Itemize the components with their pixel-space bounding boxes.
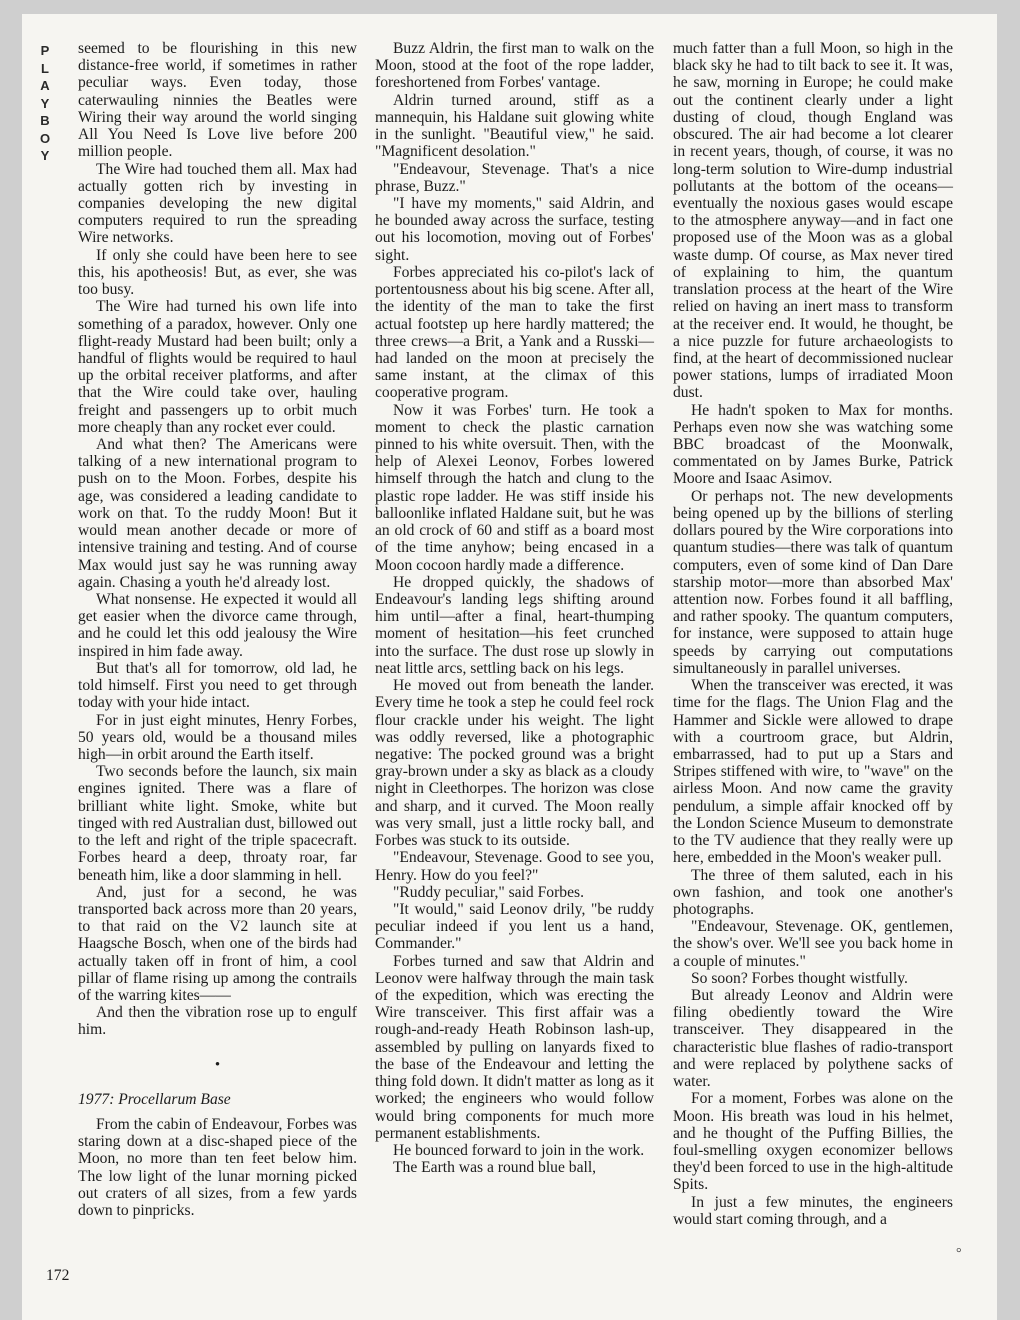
paragraph: Or perhaps not. The new developments being opened up by the billions of sterling dollars poured by the Wire corporations into quantum studies—there was talk of quantum computers, even of some kind of Dan Dare starship motor—more than absorbed Max' attention now. Forbes found it all baffling, and rather spooky. The quantum computers, for instance, were supposed to attain huge speeds by carrying out computations simultaneously in parallel universes. bbox=[673, 487, 953, 677]
paragraph: Two seconds before the launch, six main engines ignited. There was a flare of brilliant white light. Smoke, white but tinged with red Australian dust, billowed out to the left and right of the triple spacecraft. Forbes heard a deep, throaty roar, far beneath him, like a door slamming in hell. bbox=[78, 763, 357, 884]
paragraph: Forbes appreciated his co-pilot's lack of portentousness about his big scene. After all, the identity of the man to take the first actual footstep up here hardly mattered; the three crews—a Brit, a Yank and a Russki—had landed on the moon at precisely the same instant, at the climax of this cooperative program. bbox=[375, 263, 654, 402]
paragraph: "It would," said Leonov drily, "be ruddy peculiar indeed if you lent us a hand, Commander." bbox=[375, 900, 654, 953]
paragraph: He hadn't spoken to Max for months. Perhaps even now she was watching some BBC broadcast of the Moonwalk, commentated on by James Burke, Patrick Moore and Isaac Asimov. bbox=[673, 401, 953, 488]
paragraph: In just a few minutes, the engineers would start coming through, and a bbox=[673, 1193, 953, 1228]
paragraph: If only she could have been here to see this, his apotheosis! But, as ever, she was too busy. bbox=[78, 246, 357, 299]
paragraph: The three of them saluted, each in his own fashion, and took one another's photographs. bbox=[673, 866, 953, 918]
paragraph: "I have my moments," said Aldrin, and he bounded away across the surface, testing out his locomotion, moving out of Forbes' sight. bbox=[375, 194, 654, 264]
masthead-letter: P bbox=[40, 43, 50, 58]
paragraph: And, just for a second, he was transported back across more than 20 years, to that raid on the V2 launch site at Haagsche Bosch, when one of the birds had actually taken off in front of him, a cool pillar of flame rising up among the contrails of the warring kites—— bbox=[78, 883, 357, 1005]
paragraph: much fatter than a full Moon, so high in the black sky he had to tilt back to see it. It was, he saw, morning in Europe; he could make out the continent clearly under a light dusting of cloud, though England was obscured. The air had become a lot clearer in recent years, though, of course, it was no long-term solution to Wire-dump industrial pollutants at the bottom of the oceans—eventually the noxious gases would escape to the atmosphere anyway—and in fact one proposed use of the Moon was as a global waste dump. Of course, as Max never tired of explaining to him, the quantum translation process at the heart of the Wire relied on having an inert mass to transform at the receiver end. It would, he thought, be a nice puzzle for future archaeologists to find, at the heart of decommissioned nuclear power stations, lumps of irradiated Moon dust. bbox=[673, 40, 953, 402]
masthead-letter: A bbox=[40, 78, 50, 93]
paragraph: "Endeavour, Stevenage. Good to see you, Henry. How do you feel?" bbox=[375, 849, 654, 884]
paragraph: And then the vibration rose up to engulf him. bbox=[78, 1004, 357, 1039]
magazine-page bbox=[22, 14, 997, 1320]
paragraph: Forbes turned and saw that Aldrin and Leonov were halfway through the main task of the expedition, which was erecting the Wire transceiver. This first affair was a rough-and-ready Heath Robinson lash-up, assembled by pulling on lanyards fixed to the base of the Endeavour and letting the thing fold down. It didn't matter as long as it worked; the engineers who would follow would bring components for much more permanent establishments. bbox=[375, 952, 654, 1142]
paragraph: When the transceiver was erected, it was time for the flags. The Union Flag and the Hammer and Sickle were allowed to drape with a courtroom grace, but Aldrin, embarrassed, had to put up a Stars and Stripes stiffened with wire, to "wave" on the airless Moon. And now came the gravity pendulum, a simple affair knocked off by the London Science Museum to demonstrate to the TV audience that they really were up here, embedded in the Moon's weaker pull. bbox=[673, 677, 953, 867]
masthead-letter: Y bbox=[40, 148, 50, 163]
masthead-letter: Y bbox=[40, 95, 50, 111]
paragraph: "Endeavour, Stevenage. OK, gentlemen, the show's over. We'll see you back home in a couple of minutes." bbox=[673, 918, 953, 970]
paragraph: Buzz Aldrin, the first man to walk on the Moon, stood at the foot of the rope ladder, foreshortened from Forbes' vantage. bbox=[375, 40, 654, 92]
paragraph: But already Leonov and Aldrin were filing obediently toward the Wire transceiver. They disappeared in the characteristic blue flashes of radio-transport and were replaced by polythene sacks of water. bbox=[673, 987, 953, 1091]
paragraph: But that's all for tomorrow, old lad, he told himself. First you need to get through today with your hide intact. bbox=[78, 659, 357, 712]
section-break-bullet: • bbox=[214, 1056, 221, 1073]
text-column-3 bbox=[673, 40, 953, 1228]
paragraph: And what then? The Americans were talking of a new international program to push on to the Moon. Forbes, despite his age, was considered a leading candidate to work on that. To the ruddy Moon! But it would mean another decade or more of intensive training and testing. And of course Max would just say he was running away again. Chasing a youth he'd already lost. bbox=[78, 436, 357, 591]
paragraph: The Wire had touched them all. Max had actually gotten rich by investing in companies developing the new digital computers required to run the spreading Wire networks. bbox=[78, 160, 357, 247]
paragraph: So soon? Forbes thought wistfully. bbox=[691, 969, 908, 987]
paragraph: "Endeavour, Stevenage. That's a nice phrase, Buzz." bbox=[375, 160, 654, 195]
paragraph: For a moment, Forbes was alone on the Moon. His breath was loud in his helmet, and he thought of the Puffing Billies, the foul-smelling oxygen economizer bellows they'd been forced to use in the high-altitude Spits. bbox=[673, 1090, 953, 1194]
paragraph: "Ruddy peculiar," said Forbes. bbox=[393, 883, 584, 901]
paragraph: Aldrin turned around, stiff as a mannequin, his Haldane suit glowing white in the sunlight. "Beautiful view," he said. "Magnificent desolation." bbox=[375, 91, 654, 161]
masthead-letter: B bbox=[40, 113, 50, 128]
paragraph: Now it was Forbes' turn. He took a moment to check the plastic carnation pinned to his white oversuit. Then, with the help of Alexei Leonov, Forbes lowered himself through the hatch and clung to the plastic rope ladder. He was stiff inside his balloonlike inflated Haldane suit, but he was an old crock of 60 and stiff as a board most of the time anyhow; being encased in a Moon cocoon hardly made a difference. bbox=[375, 401, 654, 574]
paragraph: He dropped quickly, the shadows of Endeavour's landing legs shifting around him until—after a final, heart-thumping moment of hesitation—his feet crunched into the surface. The dust rose up slowly in neat little arcs, settling back on his legs. bbox=[375, 573, 654, 677]
page-number: 172 bbox=[46, 1267, 70, 1284]
corner-mark: ° bbox=[956, 1246, 962, 1261]
masthead-vertical bbox=[34, 42, 56, 165]
paragraph: He bounced forward to join in the work. bbox=[393, 1142, 645, 1159]
paragraph: For in just eight minutes, Henry Forbes, 50 years old, would be a thousand miles high—in orbit around the Earth itself. bbox=[78, 711, 357, 763]
paragraph: What nonsense. He expected it would all get easier when the divorce came through, and he could let this odd jealousy the Wire inspired in him fade away. bbox=[78, 591, 357, 660]
text-column-2 bbox=[375, 40, 654, 1176]
section-heading: 1977: Procellarum Base bbox=[78, 1090, 231, 1108]
paragraph: He moved out from beneath the lander. Every time he took a step he could feel rock flour crackle under his weight. The light was oddly reversed, like a photographic negative: The pocked ground was a bright gray-brown under a sky as black as a cloudy night in Cleethorpes. The horizon was close and sharp, and it curved. The Moon really was very small, just a little rocky ball, and Forbes was stuck to its outside. bbox=[375, 677, 654, 850]
paragraph: seemed to be flourishing in this new distance-free world, if sometimes in rather peculiar ways. Even today, those caterwauling ninnies the Beatles were Wiring their way around the world singing All You Need Is Love live before 200 million people. bbox=[78, 40, 357, 161]
masthead-letter: O bbox=[39, 130, 51, 146]
masthead-letter: L bbox=[41, 60, 49, 76]
paragraph: The Wire had turned his own life into something of a paradox, however. Only one flight-ready Mustard had been built; only a handful of flights would be required to haul up the orbital receiver platforms, and after that the Wire could take over, hauling freight and passengers up to orbit much more cheaply than any rocket ever could. bbox=[78, 298, 357, 436]
paragraph: From the cabin of Endeavour, Forbes was staring down at a disc-shaped piece of the Moon, no more than ten feet below him. The low light of the lunar morning picked out craters of all sizes, from a few yards down to pinpricks. bbox=[78, 1115, 357, 1219]
text-column-1 bbox=[78, 40, 357, 1219]
paragraph: The Earth was a round blue ball, bbox=[393, 1159, 597, 1177]
